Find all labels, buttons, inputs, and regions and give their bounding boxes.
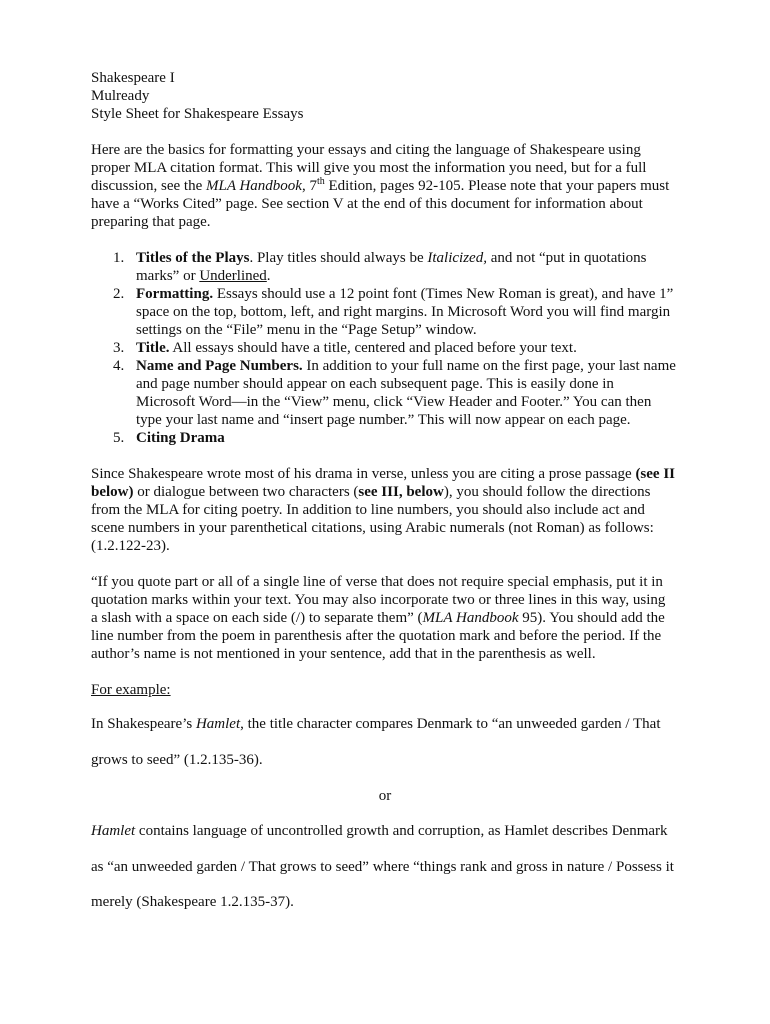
- formatting-rules-list: [91, 249, 691, 447]
- example-line: In Shakespeare’s Hamlet, the title character compares Denmark to “an unweeded garden / That: [91, 716, 661, 732]
- example-line: Hamlet contains language of uncontrolled growth and corruption, as Hamlet describes Denmark: [91, 823, 668, 839]
- list-item: 3. Title. All essays should have a title, centered and placed before your text.: [113, 340, 577, 356]
- list-item-title: Name and Page Numbers.: [136, 358, 303, 374]
- course-name: Shakespeare I: [91, 70, 175, 86]
- instructor-name: Mulready: [91, 88, 150, 104]
- example-line: merely (Shakespeare 1.2.135-37).: [91, 894, 294, 910]
- list-item: 2. Formatting. Essays should use a 12 point font (Times New Roman is great), and have 1” space on the top, bottom, left, and right margins. In Microsoft Word you will find margin settings on the “File” menu in the “Page Setup” window.: [113, 286, 674, 338]
- list-item-title: Title.: [136, 340, 170, 356]
- list-item: 1. Titles of the Plays. Play titles should always be Italicized, and not “put in quotations marks” or Underlined.: [113, 250, 647, 284]
- or-separator: or: [378, 788, 392, 804]
- list-item: [91, 429, 691, 447]
- intro-paragraph: [91, 141, 691, 231]
- list-item: 4. Name and Page Numbers. In addition to your full name on the first page, your last name and page number should appear on each subsequent page. This is easily done in Microsoft Word—in the “View” menu, click “View Header and Footer.” You can then type your last name and “insert page number.” This will now appear on each page.: [113, 358, 676, 428]
- intro-line: Here are the basics for formatting your essays and citing the language of Shakespeare using: [91, 142, 641, 158]
- example-line: as “an unweeded garden / That grows to seed” where “things rank and gross in nature / Possess it: [91, 859, 674, 875]
- intro-line: proper MLA citation format. This will give you most the information you need, but for a full: [91, 160, 647, 176]
- example-line: grows to seed” (1.2.135-36).: [91, 752, 263, 768]
- citing-drama-paragraph: Since Shakespeare wrote most of his drama in verse, unless you are citing a prose passage (see II below) or dialogue between two characters (see III, below), you should follow the directions from the MLA for citing poetry. In addition to line numbers, you should also include act and scene numbers in your parenthetical citations, using Arabic numerals (not Roman) as follows: (1.2.122-23).: [91, 466, 676, 554]
- intro-line: have a “Works Cited” page. See section V at the end of this document for information about: [91, 196, 643, 212]
- list-number: 4.: [113, 358, 125, 374]
- intro-line: discussion, see the MLA Handbook, 7th Edition, pages 92-105. Please note that your papers must: [91, 176, 670, 194]
- list-number: 2.: [113, 286, 125, 302]
- list-number: 5.: [113, 430, 125, 446]
- list-item-title: Titles of the Plays: [136, 250, 250, 266]
- mla-quote-paragraph: “If you quote part or all of a single line of verse that does not require special emphasis, put it in quotation marks within your text. You may also incorporate two or three lines in this way, using a slash with a space on each side (/) to separate them” (MLA Handbook 95). You should add the line number from the poem in parenthesis after the quotation mark and before the period. If the author’s name is not mentioned in your sentence, add that in the parenthesis as well.: [91, 574, 666, 662]
- intro-line: preparing that page.: [91, 214, 211, 230]
- list-item-title: Citing Drama: [136, 430, 225, 446]
- mla-handbook-title: MLA Handbook: [205, 178, 302, 194]
- document-title: Style Sheet for Shakespeare Essays: [91, 106, 304, 122]
- list-number: 1.: [113, 250, 125, 266]
- list-item-title: Formatting.: [136, 286, 214, 302]
- example-heading: For example:: [91, 682, 171, 698]
- list-number: 3.: [113, 340, 125, 356]
